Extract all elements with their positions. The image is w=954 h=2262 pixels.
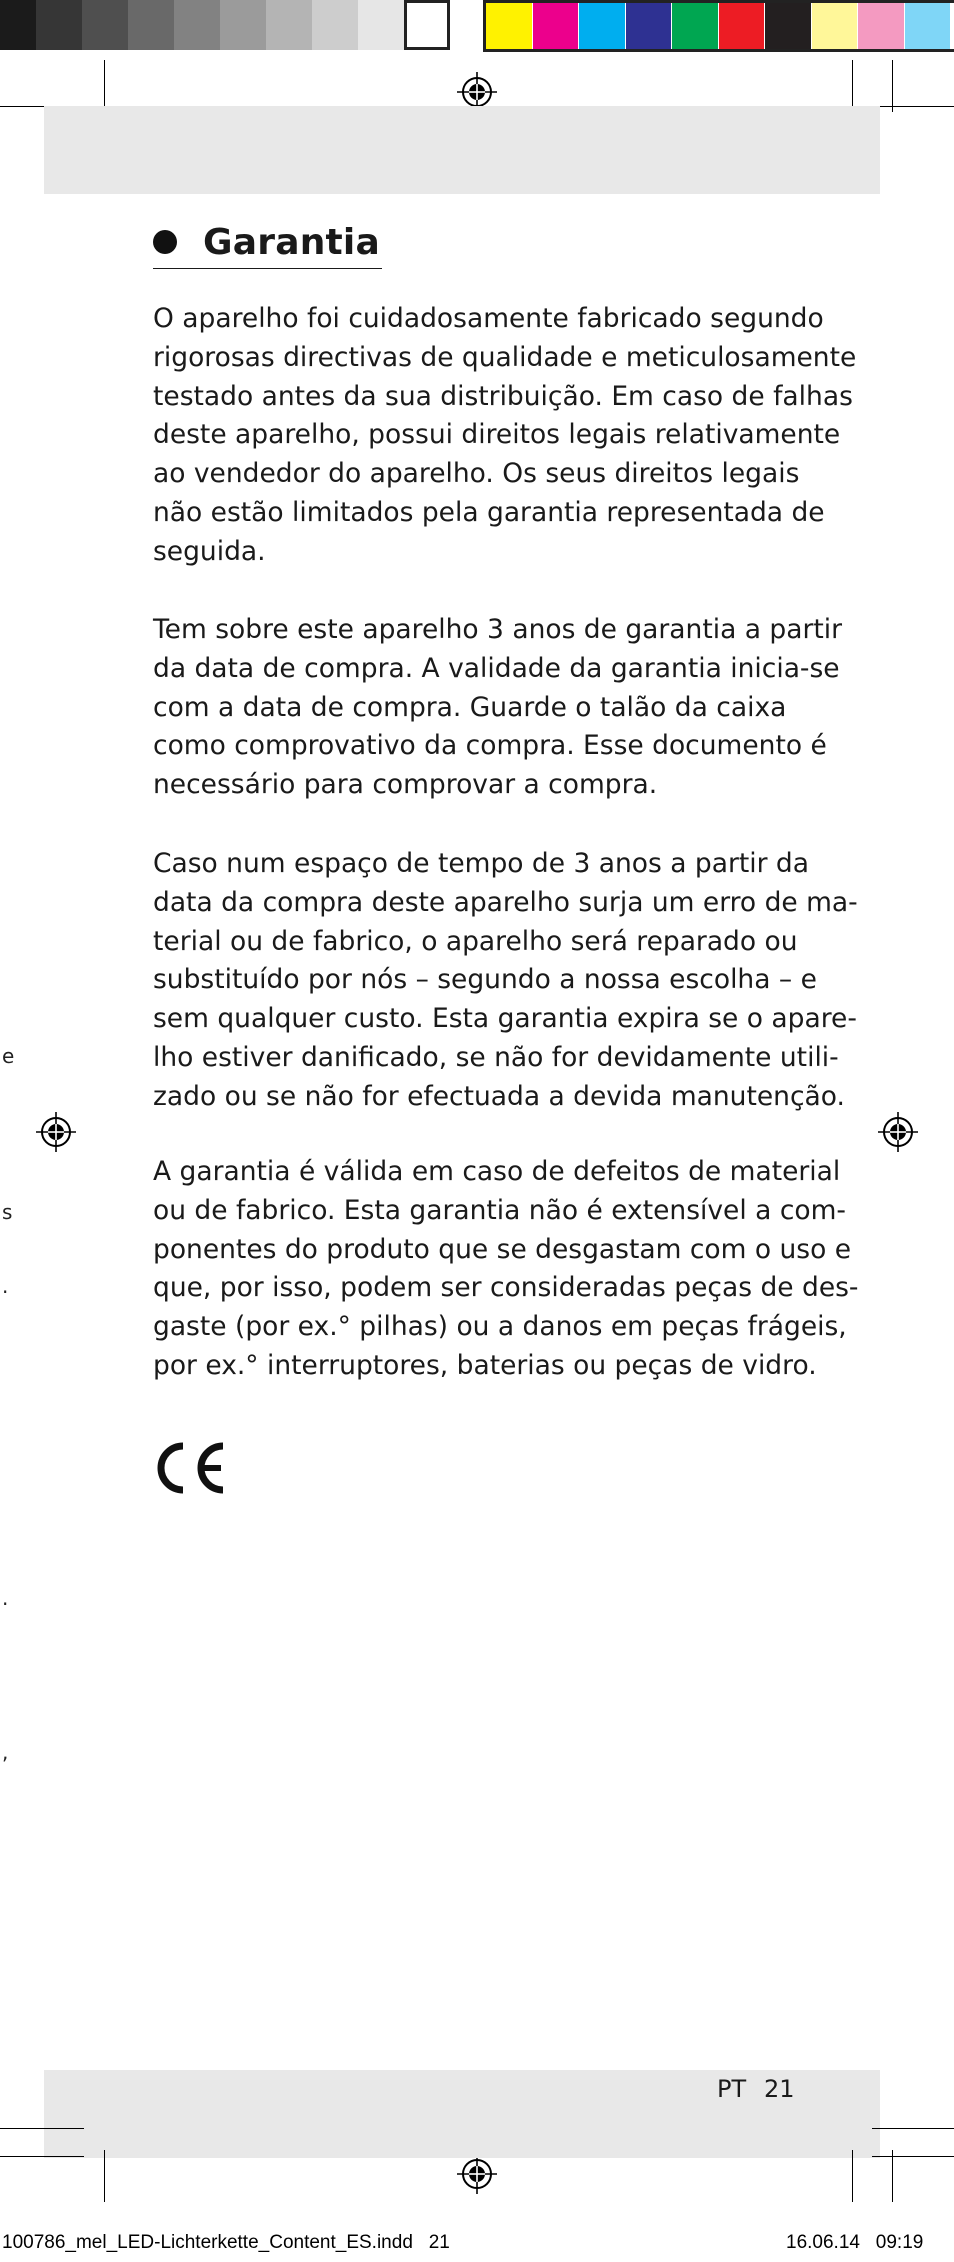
text-line: seguida.	[153, 535, 266, 567]
crop-mark	[872, 2128, 954, 2129]
gray-swatch	[128, 0, 174, 50]
printer-color-bar	[0, 0, 954, 52]
text-line: O aparelho foi cuidadosamente fabricado segundo	[153, 303, 824, 334]
paragraph-warranty-scope	[153, 1153, 859, 1386]
text-line: não estão limitados pela garantia representada de	[153, 496, 825, 528]
gray-swatch	[266, 0, 312, 50]
text-line: Tem sobre este aparelho 3 anos de garantia a partir	[153, 614, 843, 645]
edge-fragment: .	[2, 1586, 9, 1610]
text-line: lho estiver danificado, se não for devidamente utili-	[153, 1041, 839, 1073]
gray-swatch	[36, 0, 82, 50]
crop-mark	[852, 2150, 853, 2202]
crop-mark	[892, 2150, 893, 2202]
text-line: zado ou se não for efectuada a devida manutenção.	[153, 1080, 845, 1112]
edge-fragment: ,	[2, 1740, 9, 1764]
crop-mark	[852, 60, 853, 112]
crop-mark	[0, 2128, 84, 2129]
registration-mark-icon	[455, 2152, 499, 2196]
gray-swatch	[220, 0, 266, 50]
text-line: rigorosas directivas de qualidade e meticulosamente	[153, 341, 857, 373]
color-swatch-frame	[483, 0, 954, 52]
paragraph-warranty-intro	[153, 300, 857, 572]
crop-mark	[104, 60, 105, 112]
text-line: gaste (por ex.° pilhas) ou a danos em peças frágeis,	[153, 1311, 847, 1343]
text-line: sem qualquer custo. Esta garantia expira se o apare-	[153, 1003, 857, 1035]
footer-band	[44, 2070, 880, 2158]
text-line: com a data de compra. Guarde o talão da caixa	[153, 691, 787, 723]
text-line: A garantia é válida em caso de defeitos de material	[153, 1156, 841, 1187]
text-line: ao vendedor do aparelho. Os seus direitos legais	[153, 458, 800, 490]
gray-swatch	[404, 0, 450, 50]
text-line: deste aparelho, possui direitos legais relativamente	[153, 419, 841, 451]
section-heading	[153, 216, 382, 269]
registration-mark-icon	[876, 1110, 920, 1154]
crop-mark	[0, 2156, 84, 2157]
gray-swatch	[0, 0, 36, 50]
text-line: da data de compra. A validade da garantia inicia-se	[153, 652, 840, 684]
paragraph-warranty-repair	[153, 845, 858, 1117]
text-line: necessário para comprovar a compra.	[153, 769, 658, 801]
file-name: 100786_mel_LED-Lichterkette_Content_ES.indd 21	[2, 2232, 450, 2253]
gray-swatch	[174, 0, 220, 50]
edge-fragment: s	[2, 1200, 13, 1224]
file-datetime: 16.06.14 09:19	[786, 2232, 924, 2253]
gray-swatch	[82, 0, 128, 50]
crop-mark	[104, 2150, 105, 2202]
header-band	[44, 106, 880, 194]
text-line: terial ou de fabrico, o aparelho será reparado ou	[153, 925, 798, 957]
page-number: 21	[764, 2075, 795, 2103]
gray-swatch	[312, 0, 358, 50]
text-line: data da compra deste aparelho surja um erro de ma-	[153, 886, 858, 918]
registration-mark-icon	[34, 1110, 78, 1154]
text-line: Caso num espaço de tempo de 3 anos a partir da	[153, 848, 809, 879]
gray-swatch	[358, 0, 404, 50]
paragraph-warranty-period	[153, 611, 843, 805]
crop-mark	[892, 60, 893, 112]
crop-mark	[872, 106, 954, 107]
text-line: como comprovativo da compra. Esse documento é	[153, 730, 827, 762]
text-line: ponentes do produto que se desgastam com o uso e	[153, 1233, 852, 1265]
edge-fragment: .	[2, 1274, 9, 1298]
text-line: substituído por nós – segundo a nossa escolha – e	[153, 964, 817, 996]
crop-mark	[872, 2156, 954, 2157]
bullet-icon	[153, 230, 177, 254]
text-line: ou de fabrico. Esta garantia não é extensível a com-	[153, 1194, 846, 1226]
edge-fragment: e	[2, 1044, 15, 1068]
page-language: PT	[717, 2075, 747, 2103]
ce-mark-icon	[153, 1440, 227, 1496]
text-line: que, por isso, podem ser consideradas peças de des-	[153, 1272, 859, 1304]
text-line: testado antes da sua distribuição. Em caso de falhas	[153, 380, 853, 412]
text-line: por ex.° interruptores, baterias ou peças de vidro.	[153, 1349, 817, 1381]
section-title: Garantia	[203, 221, 380, 263]
